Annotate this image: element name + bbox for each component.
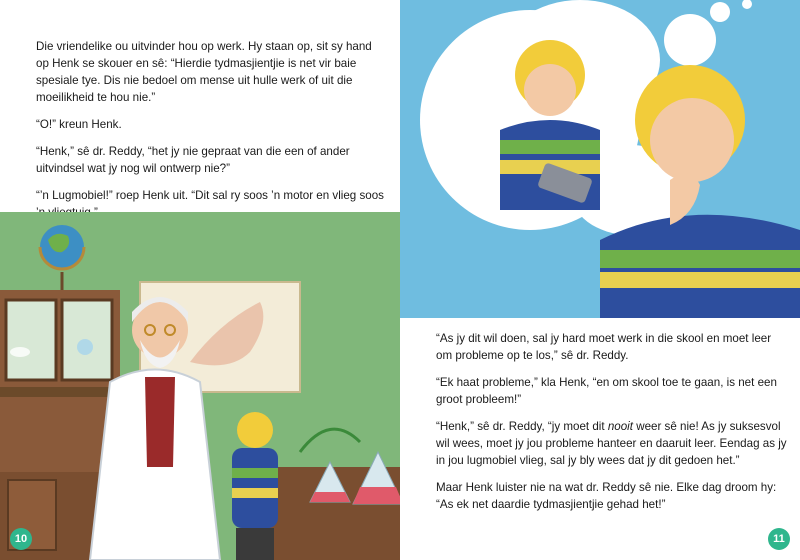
- right-paragraph-2: “Ek haat probleme,” kla Henk, “en om skool toe te gaan, is net een groot probleem!”: [436, 376, 777, 406]
- thinking-boy-illustration: [400, 0, 800, 318]
- right-paragraph-3-start: “Henk,” sê dr. Reddy, “jy moet dit: [436, 420, 608, 433]
- left-page-text: [36, 38, 386, 231]
- right-paragraph-1: “As jy dit wil doen, sal jy hard moet werk in die skool en moet leer om probleme op te los,” sê dr. Reddy.: [436, 332, 772, 362]
- left-paragraph-3: “Henk,” sê dr. Reddy, “het jy nie gepraat van die een of ander uitvindsel wat jy nog wil ontwerp nie?”: [36, 145, 350, 175]
- italic-word: nooit: [607, 420, 633, 433]
- page-number-left: 10: [10, 528, 32, 550]
- left-paragraph-2: “O!” kreun Henk.: [36, 118, 122, 131]
- page-number-right: 11: [768, 528, 790, 550]
- right-paragraph-3-end: weer sê nie! As jy suksesvol wil wees, moet jy jou probleme hanteer en daaruit leer. Eendag as jy in jou lugmobiel vlieg, sal jy bly wees dat jy dit gedoen het.”: [436, 420, 787, 467]
- right-page-text: [436, 330, 788, 523]
- lab-illustration: [0, 212, 400, 560]
- right-paragraph-3: [436, 418, 788, 469]
- boy-figure: [232, 412, 278, 560]
- right-page: [400, 0, 800, 560]
- left-paragraph-4: “’n Lugmobiel!” roep Henk uit. “Dit sal ry soos ’n motor en vlieg soos: [36, 189, 384, 202]
- left-paragraph-1: Die vriendelike ou uitvinder hou op werk. Hy staan op, sit sy hand op Henk se skouer en sê: “Hierdie tydmasjientjie is net vir baie spesiale tye. Dis nie bedoel om mense uit hulle werk of uit die moeilikheid te hou nie.”: [36, 40, 372, 104]
- right-paragraph-4: Maar Henk luister nie na wat dr. Reddy sê nie. Elke dag droom hy: “As ek net daardie tydmasjientjie gehad het!”: [436, 481, 777, 511]
